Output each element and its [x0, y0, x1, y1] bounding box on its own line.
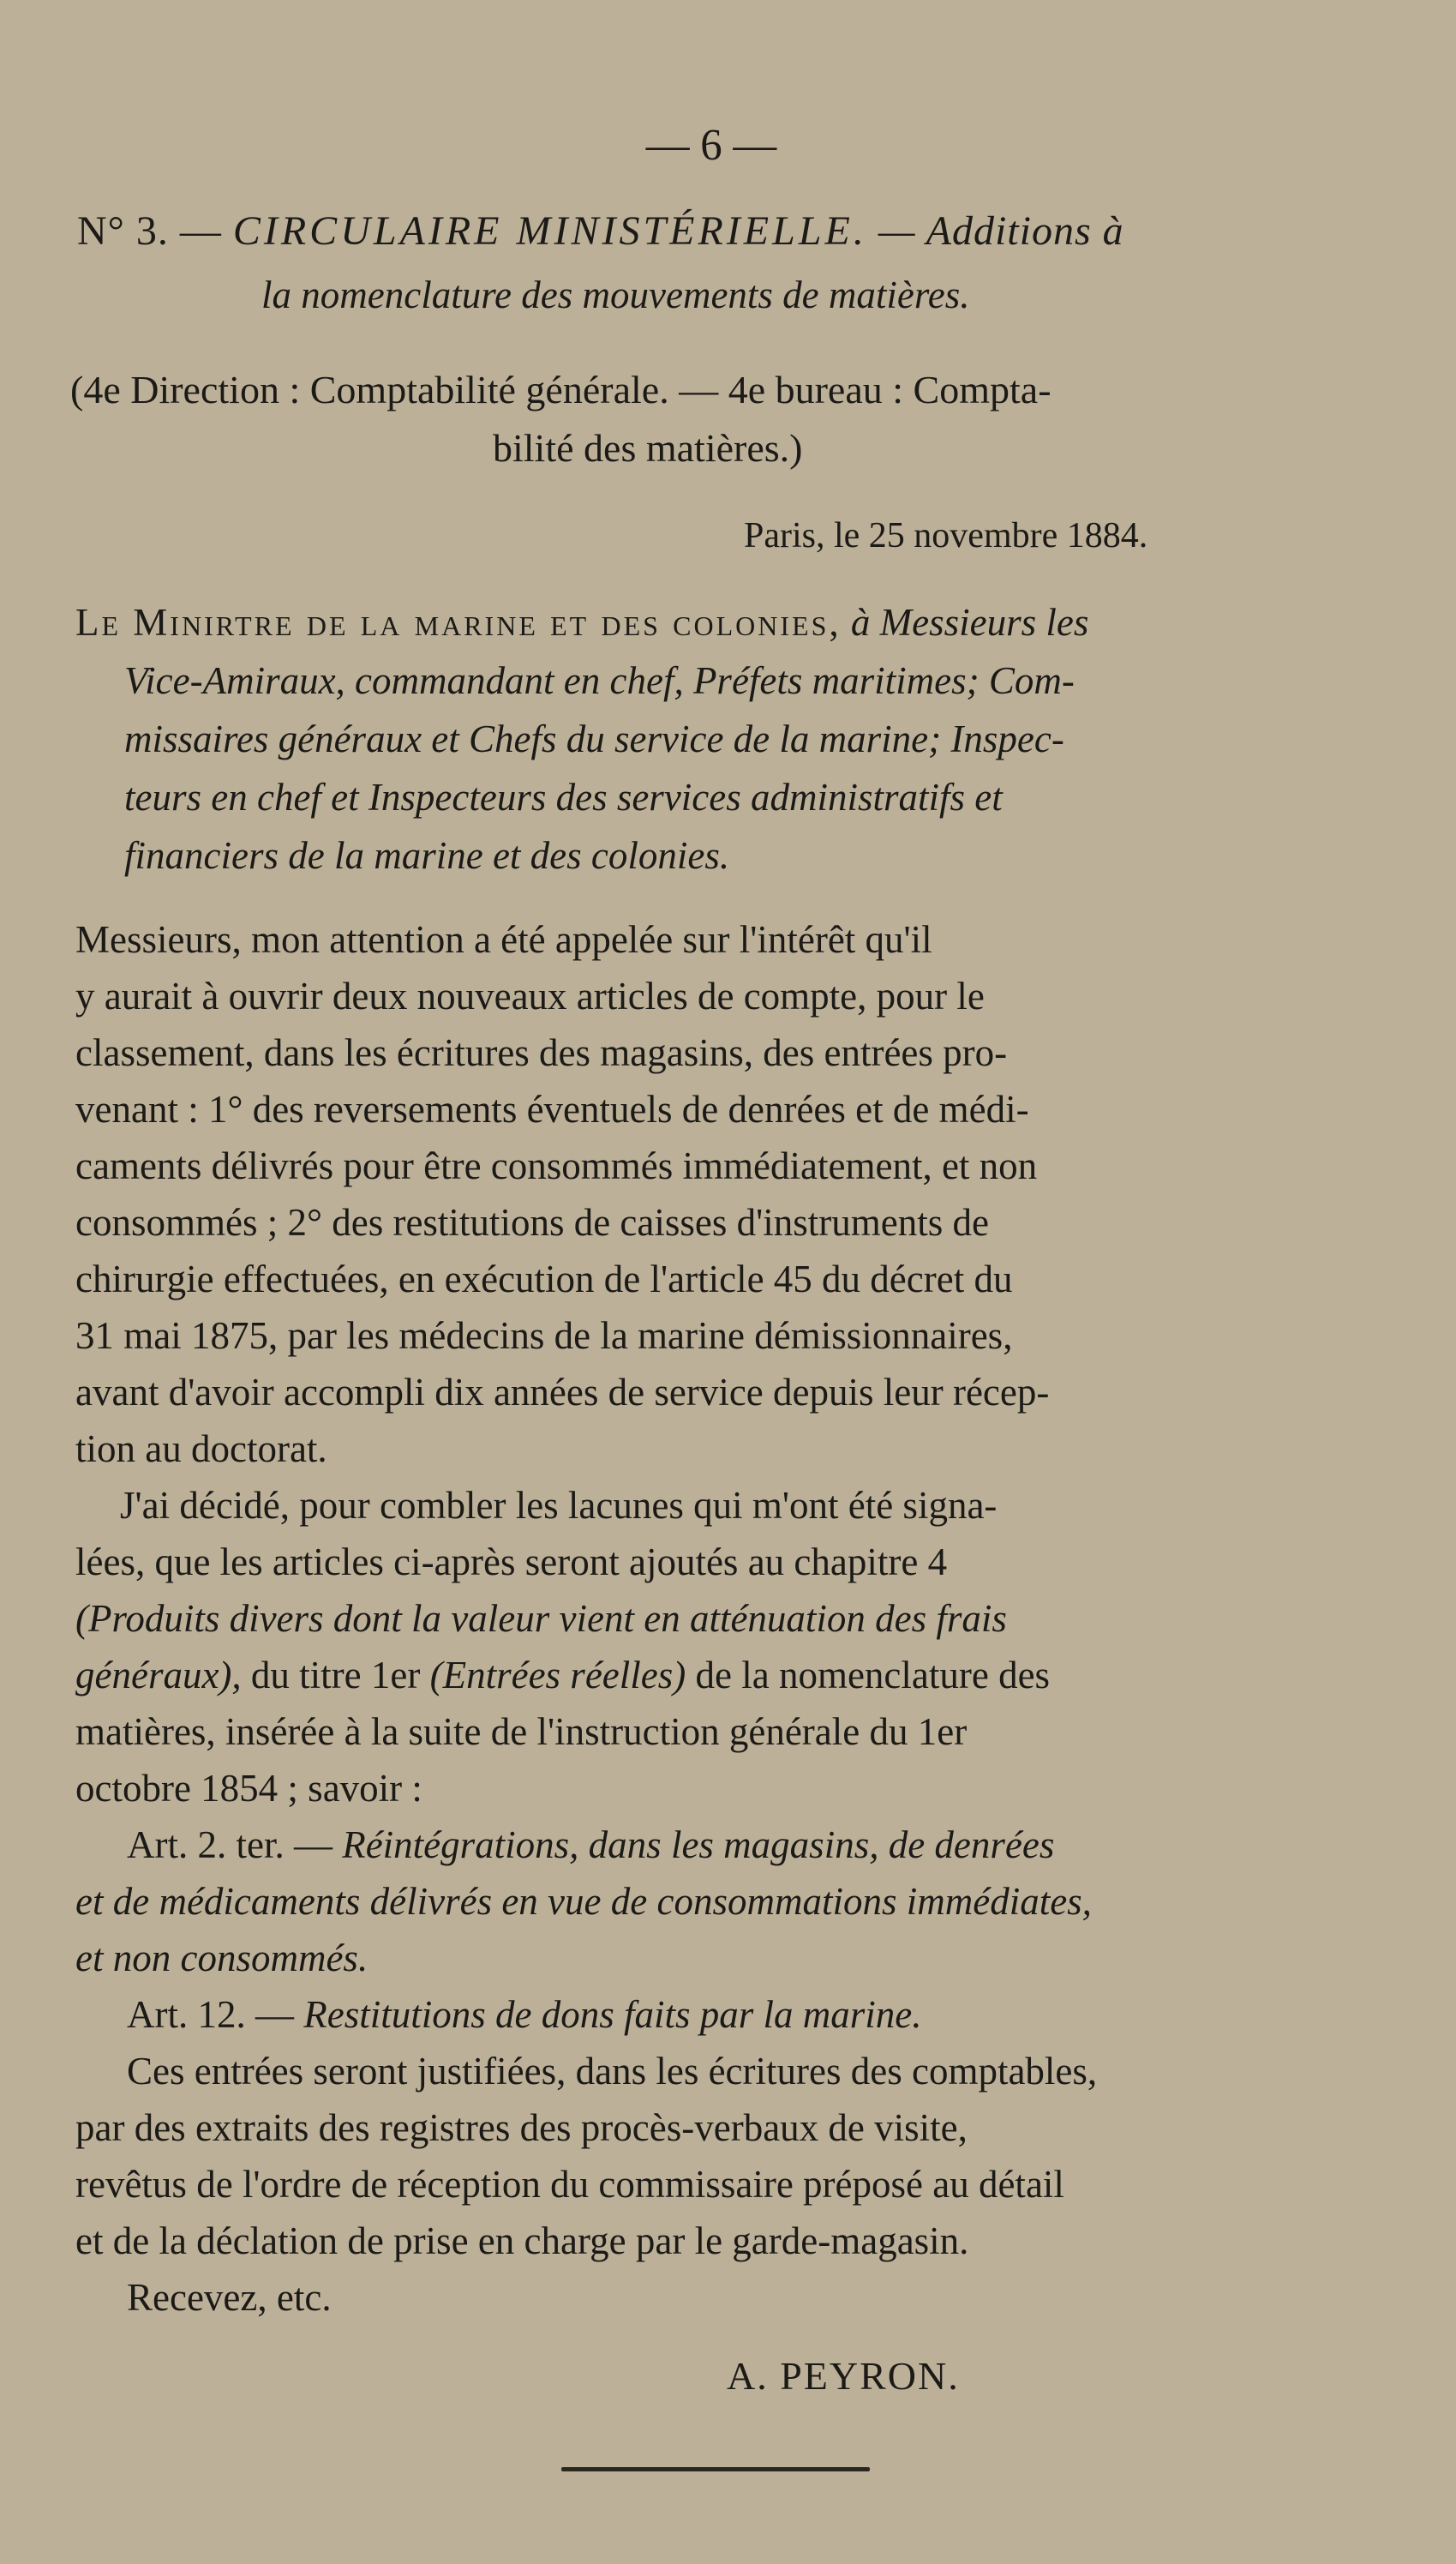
- circular-heading: [77, 207, 1124, 255]
- paragraph-1-line: y aurait à ouvrir deux nouveaux articles de compte, pour le: [75, 975, 985, 1018]
- place-date: Paris, le 25 novembre 1884.: [744, 516, 1148, 555]
- page-number: — 6 —: [645, 121, 777, 170]
- paragraph-2-italic: généraux),: [75, 1654, 242, 1696]
- address-line-5: financiers de la marine et des colonies.: [124, 834, 730, 877]
- paragraph-2-text: de la nomenclature des: [686, 1654, 1051, 1696]
- paragraph-3-line: revêtus de l'ordre de réception du commissaire préposé au détail: [75, 2163, 1064, 2206]
- circular-subject: la nomenclature des mouvements de matières.: [261, 273, 970, 316]
- paragraph-2-line: J'ai décidé, pour combler les lacunes qui m'ont été signa-: [120, 1484, 998, 1527]
- paragraph-1-line: tion au doctorat.: [75, 1427, 327, 1470]
- paragraph-1-line: Messieurs, mon attention a été appelée sur l'intérêt qu'il: [75, 918, 932, 961]
- direction-line-2: bilité des matières.): [493, 426, 803, 470]
- address-line-4: teurs en chef et Inspecteurs des services administratifs et: [124, 776, 1003, 819]
- paragraph-2-line: [75, 1653, 1050, 1697]
- article-text: Restitutions de dons faits par la marine.: [303, 1993, 922, 2036]
- paragraph-1-line: classement, dans les écritures des magasins, des entrées pro-: [75, 1031, 1008, 1074]
- circular-title: CIRCULAIRE MINISTÉRIELLE.: [232, 208, 867, 254]
- article-text: et non consommés.: [75, 1937, 368, 1979]
- paragraph-2-line: lées, que les articles ci-après seront ajoutés au chapitre 4: [75, 1540, 948, 1583]
- paragraph-3-line: et de la déclation de prise en charge par le garde-magasin.: [75, 2219, 969, 2262]
- paragraph-1-line: chirurgie effectuées, en exécution de l'article 45 du décret du: [75, 1258, 1013, 1300]
- signature: A. PEYRON.: [727, 2354, 960, 2398]
- paragraph-2-italic: (Entrées réelles): [429, 1654, 686, 1696]
- closing-rule: [561, 2467, 870, 2471]
- paragraph-1-line: venant : 1° des reversements éventuels de denrées et de médi-: [75, 1088, 1029, 1131]
- address-recipients-lead: à Messieurs les: [841, 601, 1089, 644]
- paragraph-2-text: du titre 1er: [241, 1654, 430, 1696]
- closing-formula: Recevez, etc.: [127, 2276, 332, 2319]
- paragraph-2-line: matières, insérée à la suite de l'instruction générale du 1er: [75, 1710, 968, 1753]
- circular-subject-lead: — Additions à: [866, 208, 1124, 254]
- paragraph-3-line: Ces entrées seront justifiées, dans les écritures des comptables,: [127, 2050, 1098, 2093]
- address-line-1: [75, 600, 1088, 645]
- paragraph-3-line: par des extraits des registres des procès-verbaux de visite,: [75, 2106, 968, 2149]
- article-label: Art. 2. ter. —: [127, 1823, 343, 1866]
- article-text: Réintégrations, dans les magasins, de denrées: [342, 1823, 1055, 1866]
- minister-title: Le Minirtre de la marine et des colonies,: [75, 601, 842, 644]
- article-2-ter: [127, 1822, 1054, 1867]
- paragraph-2-line: (Produits divers dont la valeur vient en atténuation des frais: [75, 1597, 1007, 1640]
- article-text: et de médicaments délivrés en vue de consommations immédiates,: [75, 1880, 1092, 1923]
- paragraph-1-line: caments délivrés pour être consommés immédiatement, et non: [75, 1144, 1038, 1187]
- circular-number: N° 3. —: [77, 208, 233, 254]
- paragraph-1-line: 31 mai 1875, par les médecins de la marine démissionnaires,: [75, 1314, 1013, 1357]
- paragraph-2-line: octobre 1854 ; savoir :: [75, 1767, 422, 1810]
- address-line-3: missaires généraux et Chefs du service de la marine; Inspec-: [124, 718, 1064, 760]
- address-line-2: Vice-Amiraux, commandant en chef, Préfets maritimes; Com-: [124, 659, 1075, 702]
- paragraph-1-line: consommés ; 2° des restitutions de caisses d'instruments de: [75, 1201, 989, 1244]
- article-12: [127, 1992, 922, 2037]
- paragraph-1-line: avant d'avoir accompli dix années de service depuis leur récep-: [75, 1371, 1050, 1414]
- direction-line-1: (4e Direction : Comptabilité générale. — 4e bureau : Compta-: [70, 368, 1052, 411]
- article-label: Art. 12. —: [127, 1993, 304, 2036]
